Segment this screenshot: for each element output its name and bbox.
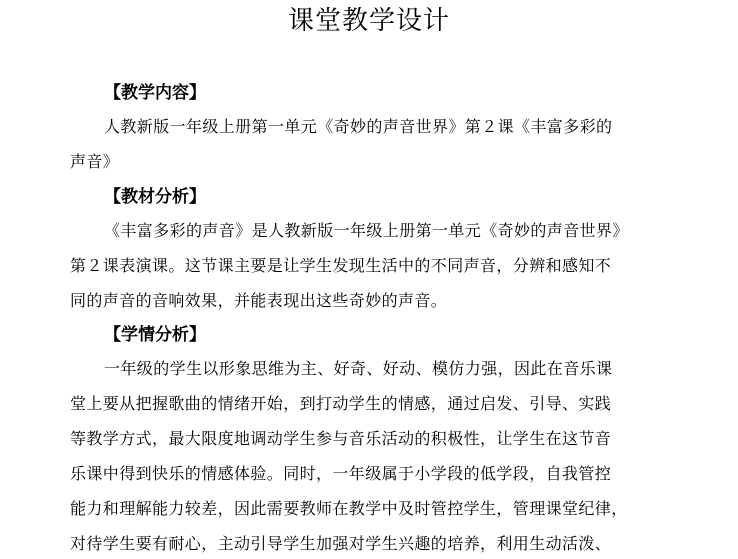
paragraph-line: 等教学方式，最大限度地调动学生参与音乐活动的积极性，让学生在这节音 [70,429,612,448]
paragraph-line: 同的声音的音响效果，并能表现出这些奇妙的声音。 [70,291,448,310]
document-title: 课堂教学设计 [287,6,450,36]
paragraph-line: 乐课中得到快乐的情感体验。同时，一年级属于小学段的低学段，自我管控 [70,464,612,483]
paragraph-line: 对待学生要有耐心，主动引导学生加强对学生兴趣的培养，利用生动活泼、 [70,534,612,553]
paragraph-line: 第２课表演课。这节课主要是让学生发现生活中的不同声音，分辨和感知不 [70,256,612,275]
section-heading-teaching-content: 【教学内容】 [104,83,206,103]
paragraph-line: 堂上要从把握歌曲的情绪开始，到打动学生的情感，通过启发、引导、实践 [70,394,612,413]
paragraph-line: 一年级的学生以形象思维为主、好奇、好动、模仿力强，因此在音乐课 [104,359,613,378]
paragraph-line: 《丰富多彩的声音》是人教新版一年级上册第一单元《奇妙的声音世界》 [104,221,629,240]
section-heading-student-analysis: 【学情分析】 [104,325,206,345]
paragraph-line: 能力和理解能力较差，因此需要教师在教学中及时管控学生，管理课堂纪律， [70,499,628,518]
paragraph-line: 声音》 [70,152,120,171]
paragraph-line: 人教新版一年级上册第一单元《奇妙的声音世界》第２课《丰富多彩的 [104,117,613,136]
section-heading-material-analysis: 【教材分析】 [104,187,206,207]
